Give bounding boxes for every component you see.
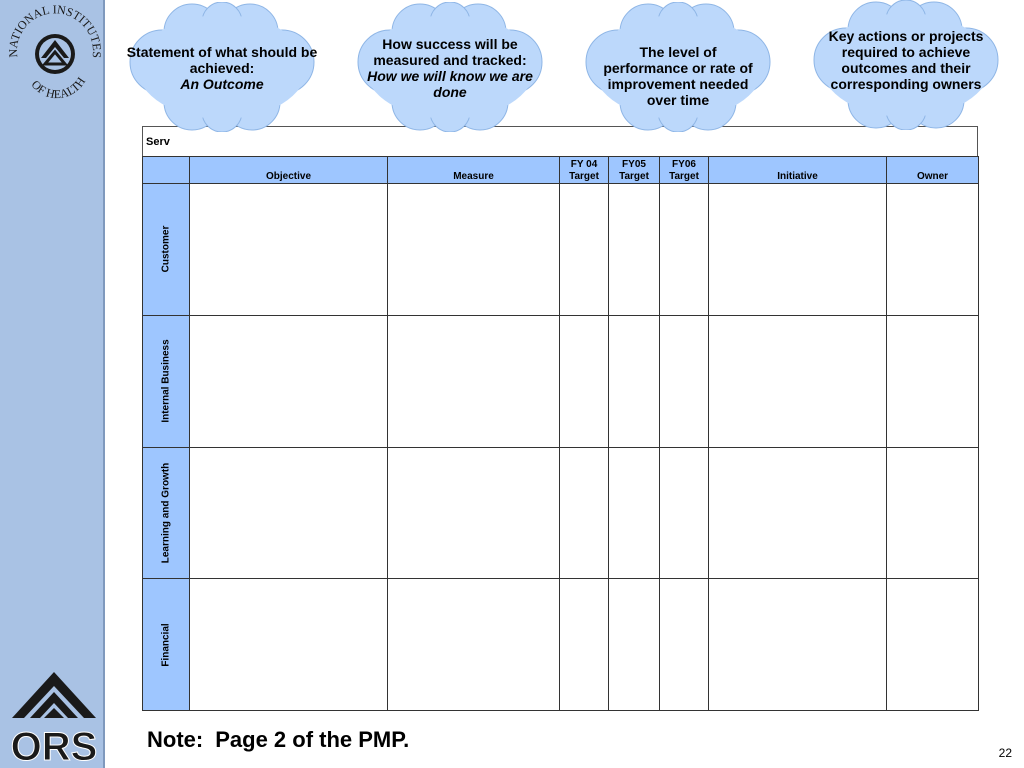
perspective-learning-growth: [143, 447, 190, 579]
cell-fy06: [660, 315, 709, 447]
perspective-label: Learning and Growth: [160, 462, 172, 564]
cloud-target-text: The level of performance or rate of improvement needed over time: [603, 44, 753, 108]
cell-objective: [190, 579, 388, 711]
cloud-measure: [350, 2, 550, 132]
cell-measure: [388, 184, 560, 316]
cell-owner: [887, 184, 979, 316]
cloud-measure-text: How success will be measured and tracked: How we will know we are done: [367, 36, 533, 100]
cell-initiative: [709, 184, 887, 316]
cloud-initiative-text: Key actions or projects required to achieve outcomes and their corresponding owners: [828, 28, 984, 92]
cell-owner: [887, 447, 979, 579]
cell-measure: [388, 315, 560, 447]
table-row: [143, 315, 979, 447]
cell-fy05: [609, 447, 660, 579]
table-row: [143, 184, 979, 316]
cell-fy04: [560, 315, 609, 447]
note: [147, 727, 409, 753]
cell-fy04: [560, 447, 609, 579]
cloud-outcome-text: Statement of what should be achieved: An Outcome: [126, 44, 318, 92]
svg-text:ORS: ORS: [10, 725, 98, 765]
cloud-outcome: [122, 2, 322, 132]
cell-fy06: [660, 579, 709, 711]
perspective-customer: [143, 184, 190, 316]
page-number: 22: [998, 746, 1012, 760]
note-label: Note:: [147, 727, 204, 752]
header-fy05-target: FY05 Target: [609, 157, 660, 184]
table-header-row: [143, 157, 979, 184]
cell-initiative: [709, 579, 887, 711]
perspective-label: Customer: [160, 226, 172, 273]
header-fy06-target: FY06 Target: [660, 157, 709, 184]
table-row: [143, 447, 979, 579]
cloud-initiative: [806, 0, 1006, 130]
cell-measure: [388, 447, 560, 579]
header-corner: [143, 157, 190, 184]
cell-owner: [887, 315, 979, 447]
header-objective: Objective: [190, 157, 388, 184]
cell-objective: [190, 315, 388, 447]
perspective-label: Internal Business: [160, 339, 172, 423]
header-fy04-target: FY 04 Target: [560, 157, 609, 184]
table-row: [143, 579, 979, 711]
header-initiative: Initiative: [709, 157, 887, 184]
perspective-internal-business: [143, 315, 190, 447]
cell-fy06: [660, 184, 709, 316]
ors-logo: [8, 670, 100, 765]
cell-measure: [388, 579, 560, 711]
service-label: Serv: [146, 136, 170, 148]
perspective-financial: [143, 579, 190, 711]
cell-initiative: [709, 315, 887, 447]
header-measure: Measure: [388, 157, 560, 184]
sidebar: [0, 0, 105, 768]
cell-objective: [190, 184, 388, 316]
cell-fy05: [609, 184, 660, 316]
cell-fy05: [609, 579, 660, 711]
note-text: Page 2 of the PMP.: [215, 727, 410, 752]
cell-objective: [190, 447, 388, 579]
balanced-scorecard-table: [142, 156, 979, 711]
cell-fy04: [560, 184, 609, 316]
svg-text:OF HEALTH: OF HEALTH: [28, 74, 89, 102]
cell-owner: [887, 579, 979, 711]
perspective-label: Financial: [160, 622, 172, 667]
header-owner: Owner: [887, 157, 979, 184]
cell-fy05: [609, 315, 660, 447]
svg-text:NATIONAL INSTITUTES: NATIONAL INSTITUTES: [5, 2, 104, 59]
cell-initiative: [709, 447, 887, 579]
nih-logo: [4, 2, 104, 102]
cell-fy04: [560, 579, 609, 711]
cloud-target: [578, 2, 778, 132]
cell-fy06: [660, 447, 709, 579]
